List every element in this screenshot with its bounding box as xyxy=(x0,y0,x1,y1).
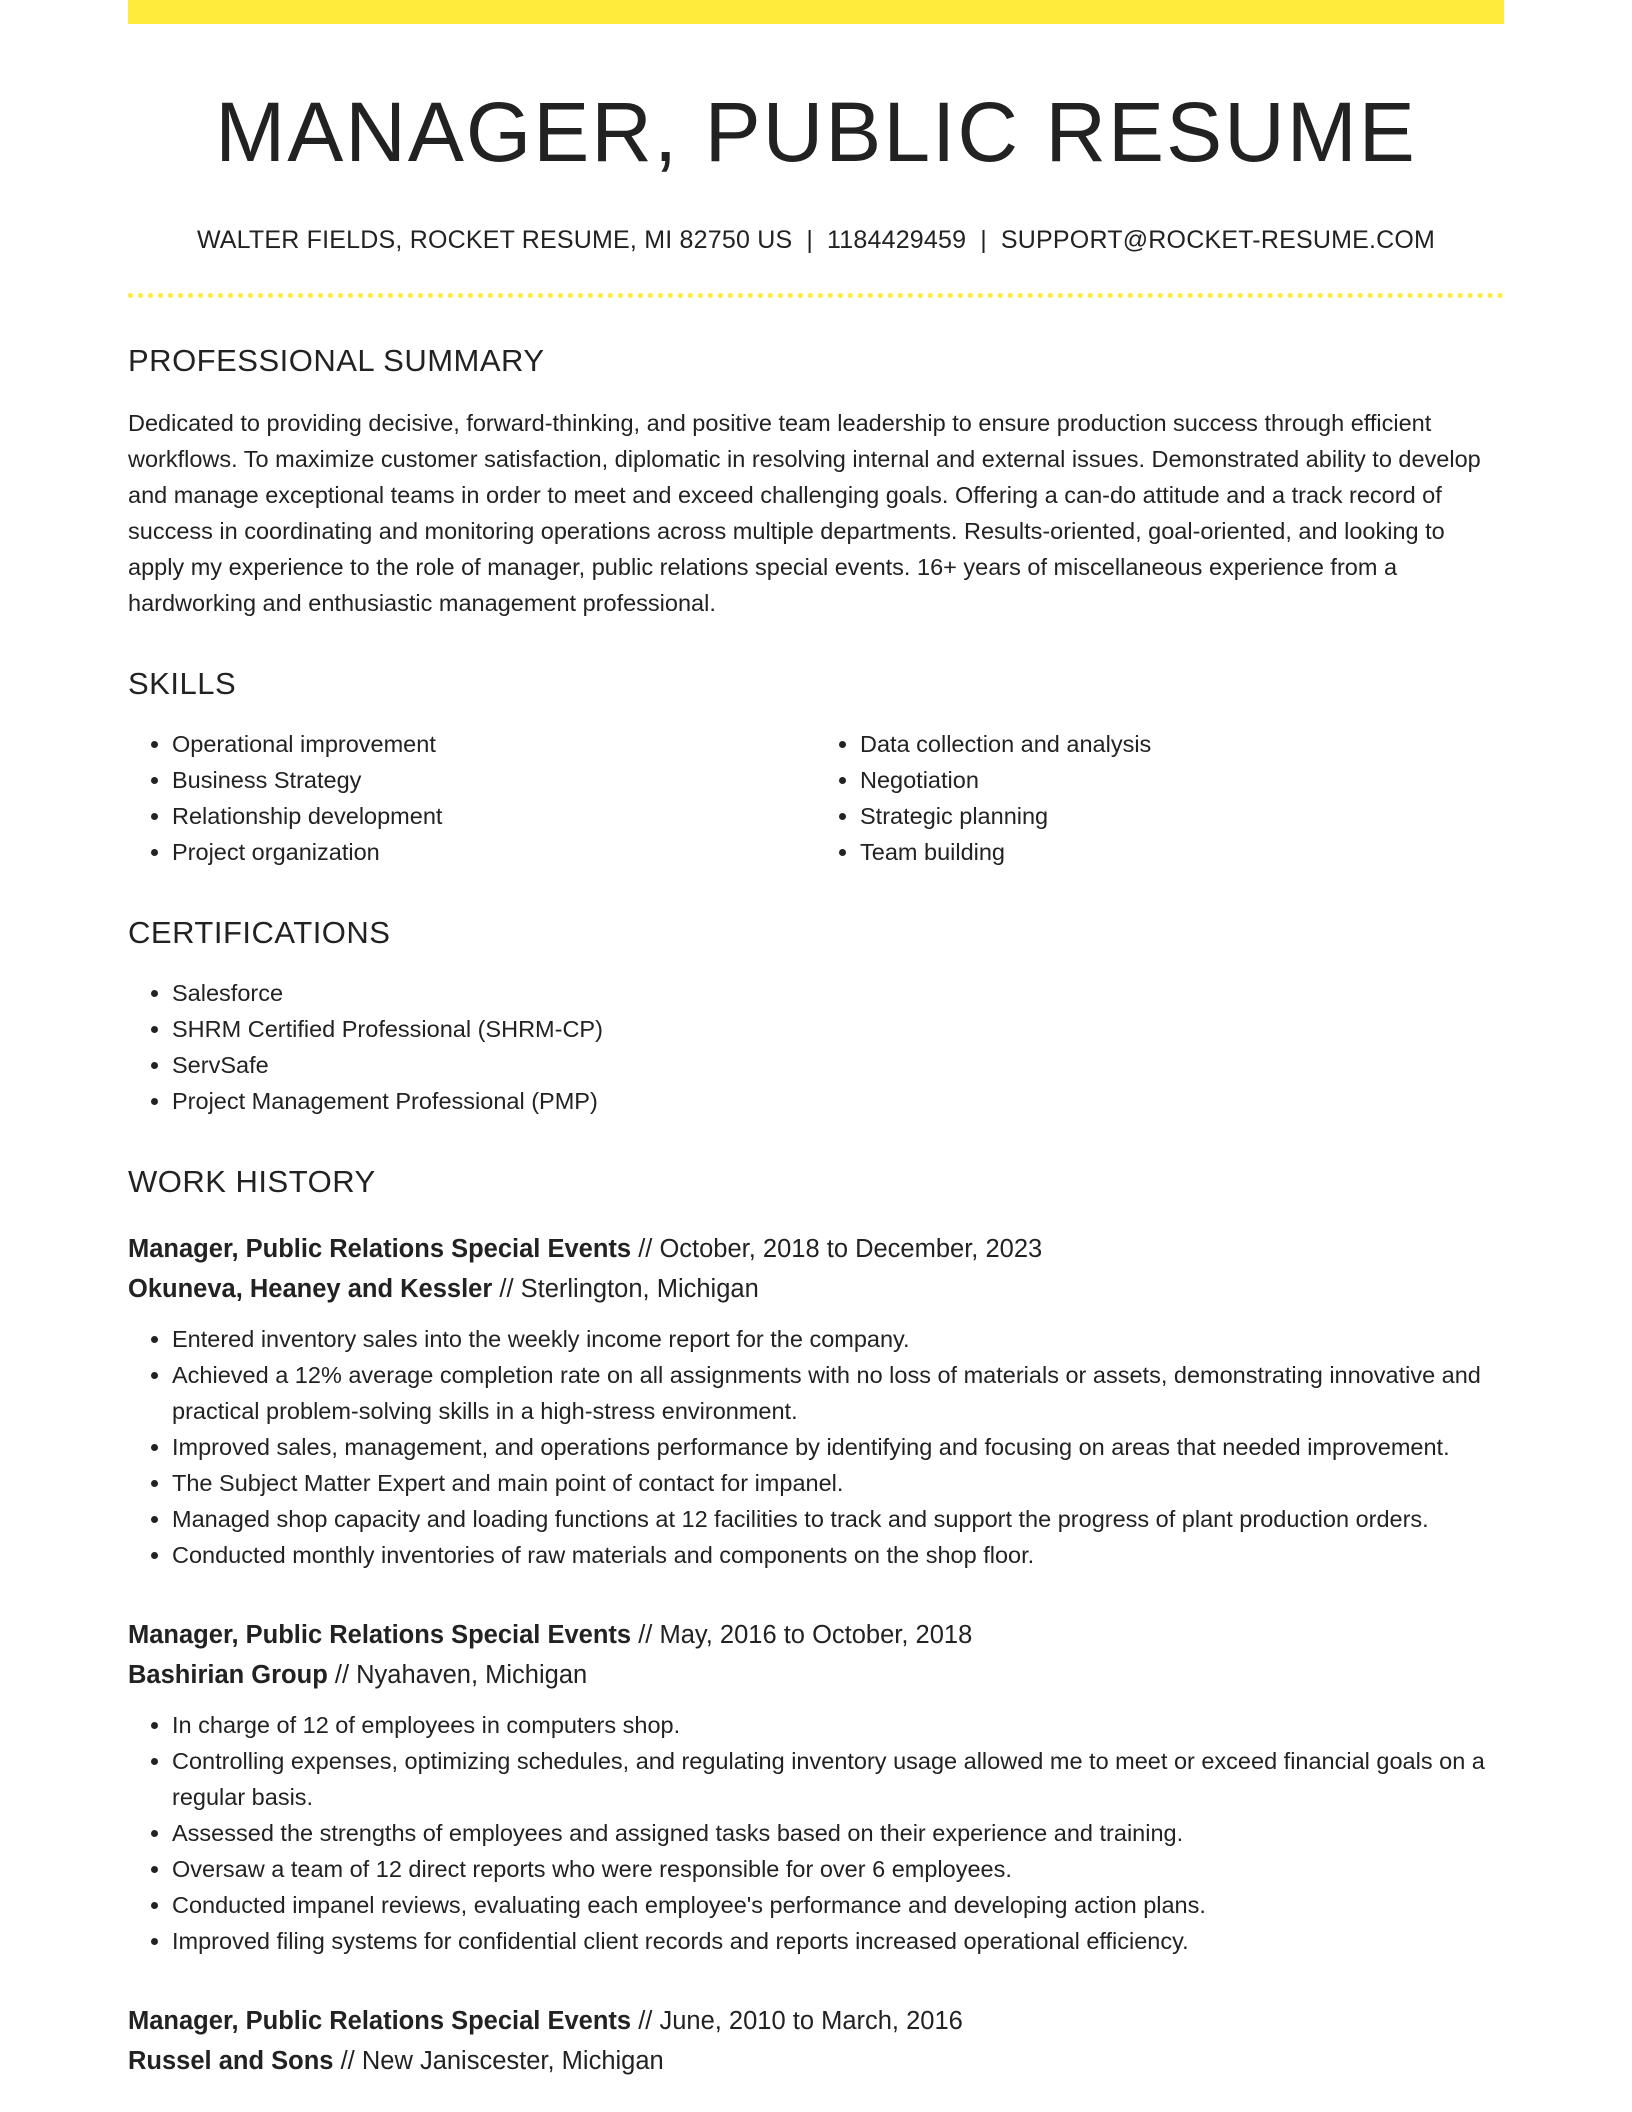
job-company: Russel and Sons xyxy=(128,2046,334,2075)
list-item: • Entered inventory sales into the weekly income report for the company. xyxy=(172,1321,1504,1357)
top-accent-bar xyxy=(128,0,1504,24)
job-dates: October, 2018 to December, 2023 xyxy=(659,1234,1043,1263)
job-company-line xyxy=(128,1655,1504,1695)
skills-right-list xyxy=(816,726,1504,870)
job-delimiter: // xyxy=(638,2006,653,2035)
list-item: • Managed shop capacity and loading functions at 12 facilities to track and support the progress of plant production orders. xyxy=(172,1501,1504,1537)
job-title-line xyxy=(128,2001,1504,2041)
skills-grid xyxy=(128,726,1504,870)
job-title: Manager, Public Relations Special Events xyxy=(128,1234,632,1263)
list-item: • Achieved a 12% average completion rate on all assignments with no loss of materials or assets, demonstrating innovative and practical problem-solving skills in a high-stress environment. xyxy=(172,1357,1504,1429)
list-item: • Negotiation xyxy=(860,762,1504,798)
list-item: • SHRM Certified Professional (SHRM-CP) xyxy=(172,1011,1504,1047)
contact-separator: | xyxy=(806,225,814,254)
list-item: • In charge of 12 of employees in computers shop. xyxy=(172,1707,1504,1743)
skills-left-list xyxy=(128,726,816,870)
contact-address: WALTER FIELDS, ROCKET RESUME, MI 82750 US xyxy=(196,225,793,254)
job-entry xyxy=(128,1229,1504,1573)
job-bullets xyxy=(128,1321,1504,1573)
job-location: Sterlington, Michigan xyxy=(520,1274,759,1303)
job-title: Manager, Public Relations Special Events xyxy=(128,1620,632,1649)
job-delimiter: // xyxy=(334,1660,350,1689)
certifications-section xyxy=(128,914,1504,1119)
job-location: Nyahaven, Michigan xyxy=(356,1660,588,1689)
job-dates: May, 2016 to October, 2018 xyxy=(659,1620,973,1649)
skills-heading: SKILLS xyxy=(128,665,237,701)
work-history-section xyxy=(128,1163,1504,2080)
list-item: • Business Strategy xyxy=(172,762,816,798)
job-company-line xyxy=(128,2041,1504,2081)
job-location: New Janiscester, Michigan xyxy=(361,2046,664,2075)
certifications-heading: CERTIFICATIONS xyxy=(128,915,391,951)
contact-phone: 1184429459 xyxy=(827,225,967,254)
list-item: • Salesforce xyxy=(172,975,1504,1011)
list-item: • The Subject Matter Expert and main point of contact for impanel. xyxy=(172,1465,1504,1501)
job-delimiter: // xyxy=(499,1274,514,1303)
job-delimiter: // xyxy=(340,2046,355,2075)
work-history-heading: WORK HISTORY xyxy=(128,1164,376,1200)
job-delimiter: // xyxy=(638,1234,653,1263)
list-item: • Team building xyxy=(860,834,1504,870)
resume-page xyxy=(128,0,1504,2081)
list-item: • Strategic planning xyxy=(860,798,1504,834)
summary-heading: PROFESSIONAL SUMMARY xyxy=(128,342,545,378)
job-title: Manager, Public Relations Special Events xyxy=(128,2006,632,2035)
list-item: • Relationship development xyxy=(172,798,816,834)
skills-section xyxy=(128,665,1504,870)
list-item: • Controlling expenses, optimizing schedules, and regulating inventory usage allowed me to meet or exceed financial goals on a regular basis. xyxy=(172,1743,1504,1815)
job-entry xyxy=(128,1615,1504,1959)
list-item: • Oversaw a team of 12 direct reports who were responsible for over 6 employees. xyxy=(172,1851,1504,1887)
job-dates: June, 2010 to March, 2016 xyxy=(659,2006,963,2035)
list-item: • Project organization xyxy=(172,834,816,870)
summary-section xyxy=(128,342,1504,621)
list-item: • ServSafe xyxy=(172,1047,1504,1083)
contact-email[interactable]: SUPPORT@ROCKET-RESUME.COM xyxy=(1000,225,1436,254)
job-delimiter: // xyxy=(638,1620,653,1649)
list-item: • Assessed the strengths of employees and assigned tasks based on their experience and training. xyxy=(172,1815,1504,1851)
list-item: • Improved sales, management, and operations performance by identifying and focusing on areas that needed improvement. xyxy=(172,1429,1504,1465)
dotted-divider xyxy=(128,293,1504,298)
contact-line xyxy=(128,225,1504,255)
page-title: MANAGER, PUBLIC RESUME xyxy=(215,85,1417,179)
job-entry xyxy=(128,2001,1504,2081)
list-item: • Conducted impanel reviews, evaluating each employee's performance and developing action plans. xyxy=(172,1887,1504,1923)
contact-separator: | xyxy=(980,225,987,254)
list-item: • Conducted monthly inventories of raw materials and components on the shop floor. xyxy=(172,1537,1504,1573)
job-title-line xyxy=(128,1615,1504,1655)
summary-text: Dedicated to providing decisive, forward-thinking, and positive team leadership to ensure production success through efficient workflows. To maximize customer satisfaction, diplomatic in resolving internal and external issues. Demonstrated ability to develop and manage exceptional teams in order to meet and exceed challenging goals. Offering a can-do attitude and a track record of success in coordinating and monitoring operations across multiple departments. Results-oriented, goal-oriented, and looking to apply my experience to the role of manager, public relations special events. 16+ years of miscellaneous experience from a hardworking and enthusiastic management professional. xyxy=(128,409,1481,616)
list-item: • Data collection and analysis xyxy=(860,726,1504,762)
certifications-list xyxy=(128,975,1504,1119)
job-bullets xyxy=(128,1707,1504,1959)
job-title-line xyxy=(128,1229,1504,1269)
list-item: • Operational improvement xyxy=(172,726,816,762)
list-item: • Improved filing systems for confidential client records and reports increased operational efficiency. xyxy=(172,1923,1504,1959)
list-item: • Project Management Professional (PMP) xyxy=(172,1083,1504,1119)
job-company: Bashirian Group xyxy=(128,1660,328,1689)
job-company-line xyxy=(128,1269,1504,1309)
job-company: Okuneva, Heaney and Kessler xyxy=(128,1274,493,1303)
